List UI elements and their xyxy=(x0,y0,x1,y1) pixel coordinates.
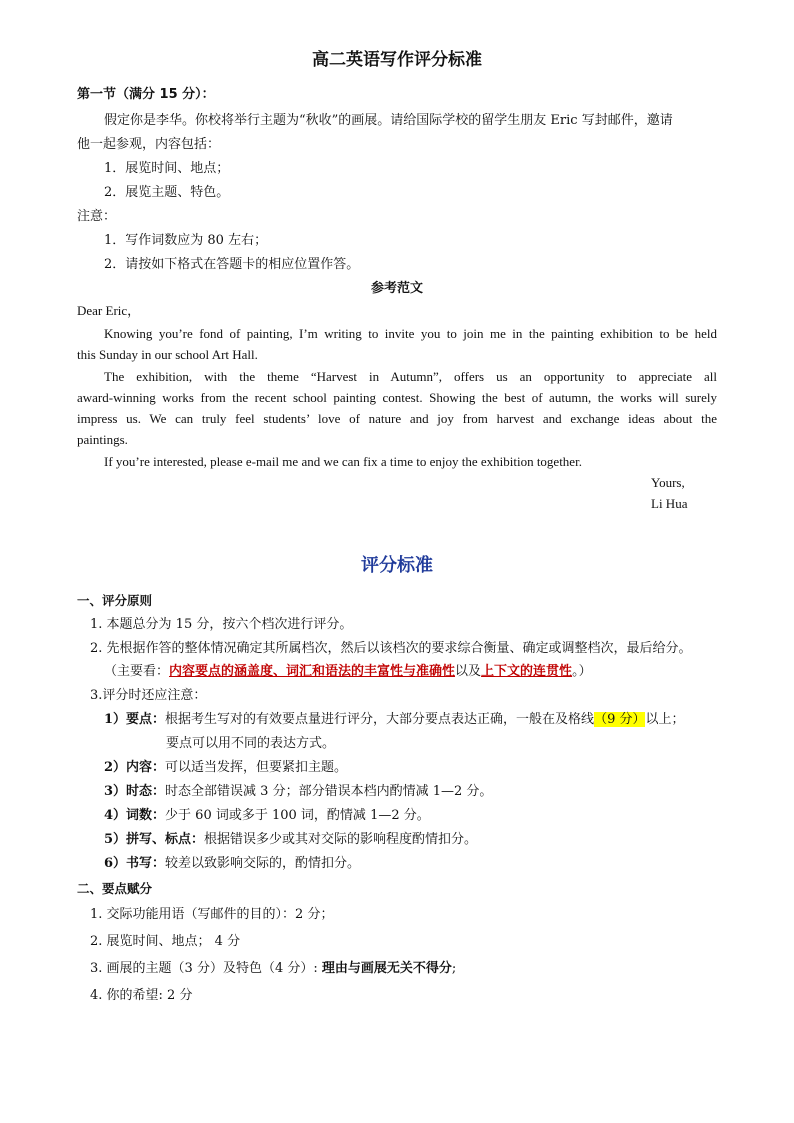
sub-item-1-text-end: 以上； xyxy=(645,712,685,727)
emphasis-coherence: 上下文的连贯性 xyxy=(481,664,573,679)
point-3-text: 3. 画展的主题（3 分）及特色（4 分）: xyxy=(90,961,322,976)
essay-p2-line1: The exhibition, with the theme “Harvest in Autumn”, offers us an opportunity to appreciate all xyxy=(104,369,717,384)
principles-heading: 一、评分原则 xyxy=(77,593,153,608)
sub-item-6-label: 6）书写： xyxy=(104,856,166,871)
note-open: （主要看： xyxy=(104,664,170,679)
sub-item-5 xyxy=(104,832,477,848)
essay-p2-line3: impress us. We can truly feel students’ love of nature and joy from harvest and exchange ideas about the xyxy=(77,411,717,426)
sub-item-5-text: 根据错误多少或其对交际的影响程度酌情扣分。 xyxy=(204,832,478,847)
salutation: Dear Eric， xyxy=(77,303,141,318)
sub-item-4-label: 4）词数： xyxy=(104,808,166,823)
sub-item-1-cont: 要点可以用不同的表达方式。 xyxy=(166,736,336,751)
section1-heading: 第一节（满分 15 分）： xyxy=(77,87,215,102)
page-title: 高二英语写作评分标准 xyxy=(312,50,482,70)
principle-2-note xyxy=(104,664,592,680)
sub-item-1-label: 1）要点： xyxy=(104,712,166,727)
content-item-2: 2．展览主题、特色。 xyxy=(104,185,230,200)
essay-p2-line4: paintings. xyxy=(77,432,128,447)
essay-p1-line2: this Sunday in our school Art Hall. xyxy=(77,347,258,362)
points-heading: 二、要点赋分 xyxy=(77,881,153,896)
sub-item-2 xyxy=(104,760,347,776)
sub-item-4-text: 少于 60 词或多于 100 词，酌情减 1—2 分。 xyxy=(165,808,430,823)
note-label: 注意： xyxy=(77,209,117,224)
pass-line-highlight: （9 分） xyxy=(594,712,646,727)
sub-item-4 xyxy=(104,808,430,824)
note-item-1: 1．写作词数应为 80 左右； xyxy=(104,233,268,248)
prompt-line-1: 假定你是李华。你校将举行主题为“秋收”的画展。请给国际学校的留学生朋友 Eric 写封邮件，邀请 xyxy=(104,113,673,128)
sub-item-6 xyxy=(104,856,360,872)
essay-p3: If you’re interested, please e-mail me and we can fix a time to enjoy the exhibition together. xyxy=(104,454,582,469)
signature: Li Hua xyxy=(651,496,688,511)
closing: Yours, xyxy=(651,475,685,490)
point-3-end: ; xyxy=(451,961,457,976)
prompt-line-2: 他一起参观，内容包括： xyxy=(77,137,221,152)
note-mid: 以及 xyxy=(455,664,482,679)
sub-item-3-text: 时态全部错误减 3 分；部分错误本档内酌情减 1—2 分。 xyxy=(165,784,493,799)
emphasis-content-vocab: 内容要点的涵盖度、词汇和语法的丰富性与准确性 xyxy=(169,664,456,679)
principle-2: 2. 先根据作答的整体情况确定其所属档次，然后以该档次的要求综合衡量、确定或调整档次，最后给分。 xyxy=(90,641,692,656)
content-item-1: 1．展览时间、地点； xyxy=(104,161,230,176)
point-3-emphasis: 理由与画展无关不得分 xyxy=(321,961,452,976)
essay-p2-line2: award-winning works from the recent school painting contest. Showing the best of autumn, the works will surely xyxy=(77,390,717,405)
sub-item-3-label: 3）时态： xyxy=(104,784,166,799)
sub-item-2-text: 可以适当发挥，但要紧扣主题。 xyxy=(165,760,348,775)
point-4: 4. 你的希望: 2 分 xyxy=(90,988,193,1003)
criteria-title: 评分标准 xyxy=(361,555,433,576)
sub-item-2-label: 2）内容： xyxy=(104,760,166,775)
note-close: 。） xyxy=(572,664,592,679)
sub-item-3 xyxy=(104,784,492,800)
note-item-2: 2．请按如下格式在答题卡的相应位置作答。 xyxy=(104,257,360,272)
principle-3: 3.评分时还应注意： xyxy=(90,688,207,703)
point-3 xyxy=(90,961,456,977)
point-2: 2. 展览时间、地点； 4 分 xyxy=(90,934,241,949)
point-1: 1. 交际功能用语（写邮件的目的）：2 分； xyxy=(90,907,334,922)
essay-p1-line1: Knowing you’re fond of painting, I’m writing to invite you to join me in the painting exhibition to be held xyxy=(104,326,717,341)
sub-item-5-label: 5）拼写、标点： xyxy=(104,832,205,847)
sub-item-6-text: 较差以致影响交际的，酌情扣分。 xyxy=(165,856,361,871)
sub-item-1-text: 根据考生写对的有效要点量进行评分，大部分要点表达正确，一般在及格线 xyxy=(165,712,595,727)
sample-title: 参考范文 xyxy=(370,281,423,296)
sub-item-1 xyxy=(104,712,684,728)
principle-1: 1. 本题总分为 15 分，按六个档次进行评分。 xyxy=(90,617,353,632)
